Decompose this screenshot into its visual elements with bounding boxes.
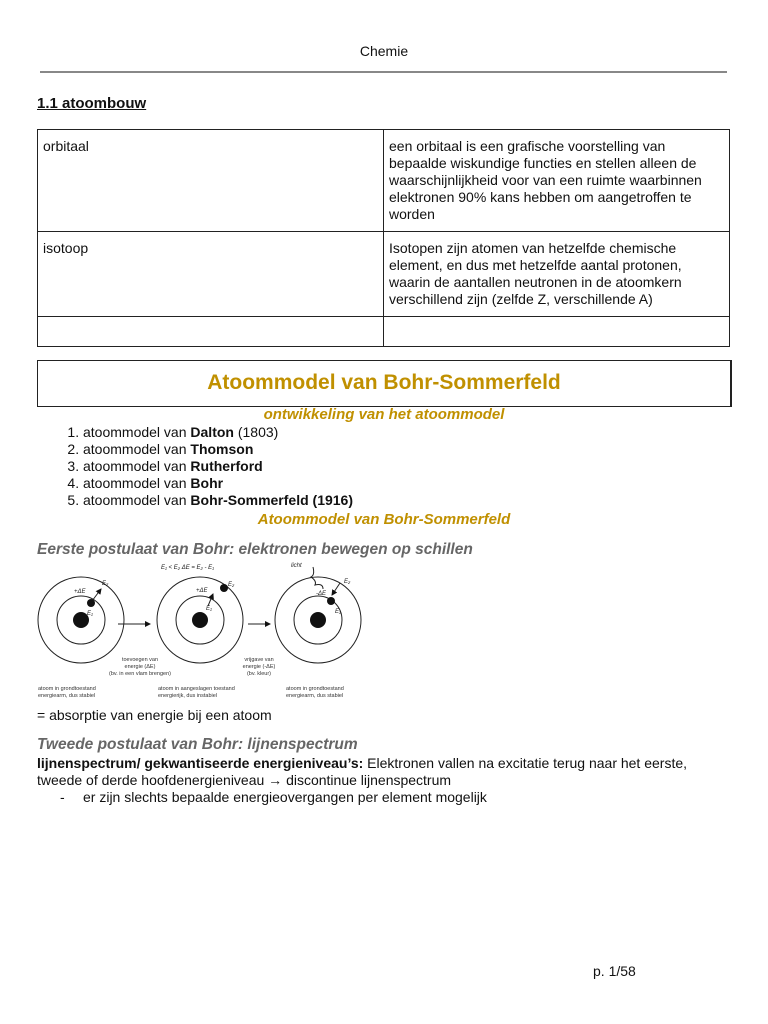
- bullet-marker: -: [60, 789, 65, 805]
- table-row: [38, 317, 730, 347]
- energy-formula: E₁ < E₂ ΔE = E₂ - E₁: [161, 565, 215, 571]
- definition-cell: een orbitaal is een grafische voorstelling van bepaalde wiskundige functies en stellen alleen de waarschijnlijkheid voor van een ruimte waarbinnen elektronen 90% kans hebben om aangetroffen te worden: [384, 130, 730, 232]
- e1-label: E₁: [87, 611, 93, 617]
- e2-label: E₂: [228, 582, 235, 588]
- electron: [87, 599, 95, 607]
- delta-e-label: +ΔE: [196, 588, 208, 594]
- electron: [220, 584, 228, 592]
- chapter-title-box: Atoommodel van Bohr-Sommerfeld: [37, 360, 732, 407]
- model-list: [45, 424, 353, 509]
- bullet-text: er zijn slechts bepaalde energieovergangen per element mogelijk: [83, 789, 487, 805]
- arrow-label: (bv. kleur): [246, 671, 272, 677]
- subtitle-development: ontwikkeling van het atoommodel: [263, 406, 505, 423]
- delta-e-label: -ΔE: [316, 591, 327, 597]
- header-divider: [40, 71, 727, 73]
- postulate-2-heading: Tweede postulaat van Bohr: lijnenspectrum: [37, 736, 358, 753]
- absorption-text: = absorptie van energie bij een atoom: [37, 707, 272, 723]
- term-cell: isotoop: [38, 232, 384, 317]
- subtitle-bohr: Atoommodel van Bohr-Sommerfeld: [257, 511, 511, 528]
- bohr-diagram: [30, 558, 370, 704]
- list-item: [83, 475, 353, 492]
- item-name: Dalton: [190, 424, 234, 440]
- page-header: Chemie: [359, 43, 409, 59]
- definition-cell: [384, 317, 730, 347]
- item-name: Bohr: [190, 475, 224, 491]
- state-caption: energiearm, dus stabiel: [38, 693, 96, 699]
- state-caption: energiearm, dus stabiel: [286, 693, 344, 699]
- item-name: Thomson: [190, 441, 254, 457]
- spectrum-paragraph: [37, 755, 727, 789]
- e2-label: E₂: [344, 579, 351, 585]
- term-cell: orbitaal: [38, 130, 384, 232]
- table-row: [38, 232, 730, 317]
- e1-label: E₁: [335, 609, 341, 615]
- electron: [327, 597, 335, 605]
- list-item: [83, 424, 353, 441]
- state-caption: atoom in grondtoestand: [286, 686, 344, 692]
- state-caption: atoom in aangeslagen toestand: [158, 686, 235, 692]
- list-item: [83, 441, 353, 458]
- e2-label: E₂: [102, 581, 109, 587]
- arrow-label: (bv. in een vlam brengen): [109, 671, 171, 677]
- definition-cell: Isotopen zijn atomen van hetzelfde chemische element, en dus met hetzelfde aantal protonen, waarin de aantallen neutronen in de atoomkern verschillend zijn (zelfde Z, verschillende A): [384, 232, 730, 317]
- item-name: Rutherford: [190, 458, 263, 474]
- item-suffix: (1803): [233, 424, 279, 440]
- e1-label: E₁: [206, 606, 212, 612]
- state-caption: atoom in grondtoestand: [38, 686, 96, 692]
- postulate-1-heading: Eerste postulaat van Bohr: elektronen bewegen op schillen: [37, 541, 473, 558]
- item-prefix: atoommodel van: [83, 492, 191, 508]
- arrow-label: vrijgave van: [244, 657, 274, 663]
- table-row: [38, 130, 730, 232]
- arrow-label: energie (ΔE): [124, 664, 156, 670]
- arrow-label: energie (-ΔE): [242, 664, 276, 670]
- delta-e-label: +ΔE: [74, 589, 86, 595]
- item-prefix: atoommodel van: [83, 475, 191, 491]
- state-caption: energierijk, dus instabiel: [158, 693, 218, 699]
- nucleus: [310, 612, 326, 628]
- list-item: [83, 492, 353, 509]
- item-prefix: atoommodel van: [83, 458, 191, 474]
- paragraph-text: Elektronen vallen na excitatie terug naar het eerste, tweede of derde hoofdenergieniveau → discontinue lijnenspectrum: [37, 755, 688, 788]
- term-cell: [38, 317, 384, 347]
- section-title: 1.1 atoombouw: [37, 95, 147, 112]
- item-prefix: atoommodel van: [83, 424, 191, 440]
- nucleus: [192, 612, 208, 628]
- light-label: licht: [291, 563, 302, 569]
- bullet-item: [60, 789, 487, 805]
- item-prefix: atoommodel van: [83, 441, 191, 457]
- paragraph-term: lijnenspectrum/ gekwantiseerde energieniveau’s:: [37, 755, 364, 771]
- page-number: p. 1/58: [593, 963, 636, 979]
- definitions-table: [37, 129, 730, 347]
- list-item: [83, 458, 353, 475]
- arrow-label: toevoegen van: [121, 657, 159, 663]
- item-name: Bohr-Sommerfeld (1916): [190, 492, 353, 508]
